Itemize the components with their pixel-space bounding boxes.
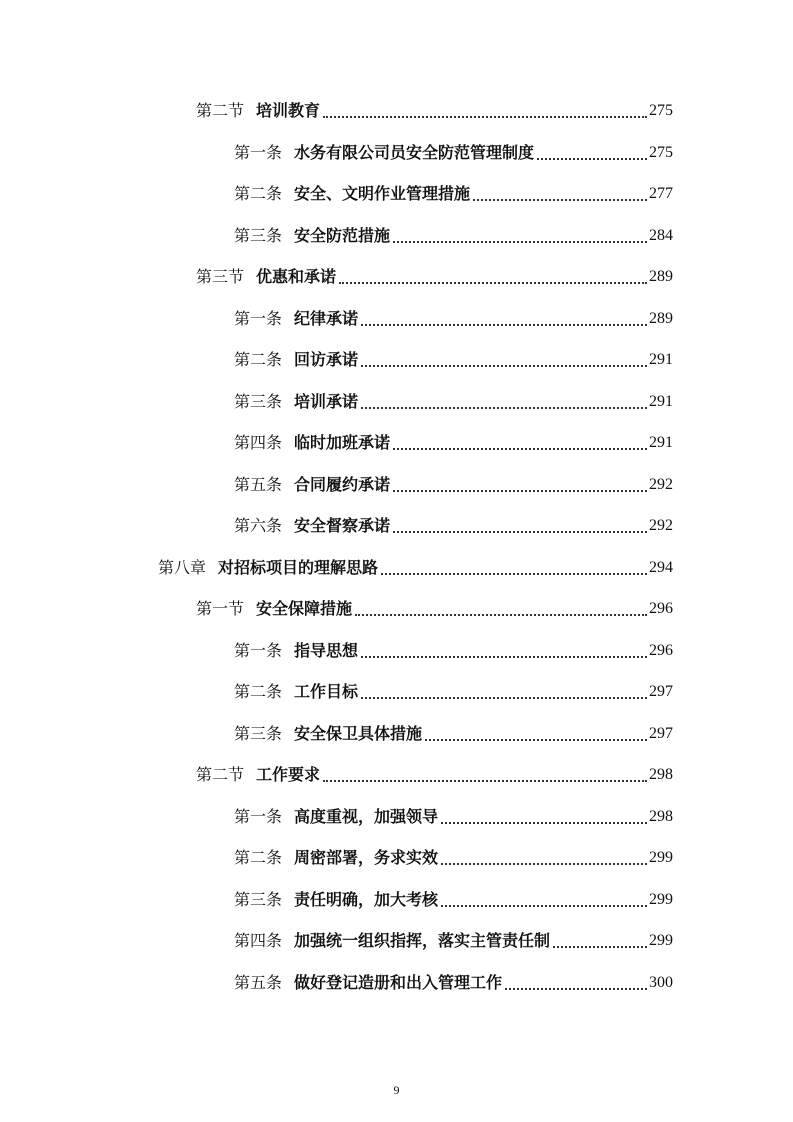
toc-entry-label: 第三条 bbox=[234, 391, 283, 411]
toc-entry-page: 296 bbox=[649, 600, 673, 617]
toc-entry-page: 298 bbox=[649, 807, 673, 825]
toc-entry-label: 第二节 bbox=[196, 101, 245, 120]
toc-entry bbox=[234, 471, 673, 495]
toc-dot-leader bbox=[355, 614, 647, 616]
toc-entry-title: 培训教育 bbox=[256, 101, 321, 120]
toc-entry-label: 第五条 bbox=[234, 474, 283, 494]
toc-dot-leader bbox=[361, 407, 647, 409]
toc-entry-title: 水务有限公司员安全防范管理制度 bbox=[294, 142, 535, 162]
toc-dot-leader bbox=[361, 365, 647, 367]
toc-dot-leader bbox=[441, 822, 647, 824]
toc-dot-leader bbox=[537, 158, 647, 160]
toc-entry-label: 第一条 bbox=[234, 308, 283, 328]
toc-entry-title: 培训承诺 bbox=[294, 391, 359, 411]
toc-entry-page: 291 bbox=[649, 434, 673, 451]
toc-entry-title: 加强统一组织指挥，落实主管责任制 bbox=[294, 931, 551, 950]
toc-entry-page: 275 bbox=[649, 102, 673, 119]
toc-entry-title: 安全保卫具体措施 bbox=[294, 723, 423, 743]
toc-entry bbox=[234, 180, 673, 204]
toc-dot-leader bbox=[425, 739, 647, 741]
toc-dot-leader bbox=[361, 656, 647, 658]
toc-entry-page: 277 bbox=[649, 185, 673, 202]
toc-dot-leader bbox=[393, 531, 647, 533]
toc-entry-label: 第二条 bbox=[234, 682, 283, 701]
toc-entry-page: 299 bbox=[649, 849, 673, 866]
toc-entry-page: 294 bbox=[649, 558, 673, 576]
toc-entry-title: 安全、文明作业管理措施 bbox=[294, 184, 471, 203]
toc-entry-title: 纪律承诺 bbox=[294, 308, 359, 328]
toc-entry-title: 安全防范措施 bbox=[294, 225, 391, 245]
toc-entry-label: 第一条 bbox=[234, 640, 283, 660]
toc-entry-label: 第二条 bbox=[234, 350, 283, 369]
toc-entry-page: 289 bbox=[649, 268, 673, 285]
toc-dot-leader bbox=[393, 241, 647, 243]
toc-entry-title: 合同履约承诺 bbox=[294, 474, 391, 494]
toc-dot-leader bbox=[323, 780, 647, 782]
toc-entry bbox=[234, 720, 673, 744]
toc-entry-label: 第四条 bbox=[234, 433, 283, 452]
toc-entry bbox=[234, 222, 673, 246]
toc-entry-label: 第二条 bbox=[234, 848, 283, 867]
toc-entry-label: 第三条 bbox=[234, 889, 283, 909]
toc-entry bbox=[234, 346, 673, 370]
toc-entry-title: 临时加班承诺 bbox=[294, 433, 391, 452]
toc-dot-leader bbox=[393, 448, 647, 450]
toc-entry-title: 工作要求 bbox=[256, 765, 321, 784]
toc-dot-leader bbox=[505, 988, 647, 990]
toc-entry-page: 292 bbox=[649, 517, 673, 534]
toc-entry-label: 第一条 bbox=[234, 142, 283, 162]
toc-entry-title: 做好登记造册和出入管理工作 bbox=[294, 972, 503, 992]
toc-entry-title: 优惠和承诺 bbox=[256, 267, 337, 286]
toc-entry-page: 289 bbox=[649, 309, 673, 327]
toc-entry bbox=[196, 761, 673, 785]
toc-entry-title: 高度重视，加强领导 bbox=[294, 806, 439, 826]
toc-entry-page: 275 bbox=[649, 143, 673, 161]
page-number: 9 bbox=[393, 1083, 400, 1097]
toc-dot-leader bbox=[381, 573, 647, 575]
toc-entry-title: 对招标项目的理解思路 bbox=[218, 557, 379, 577]
toc-entry-label: 第二条 bbox=[234, 184, 283, 203]
toc-entry-title: 安全督察承诺 bbox=[294, 516, 391, 535]
toc-entry bbox=[234, 388, 673, 412]
toc-entry bbox=[158, 554, 673, 578]
toc-entry-page: 297 bbox=[649, 724, 673, 742]
toc-entry-page: 284 bbox=[649, 226, 673, 244]
toc-entry-label: 第一节 bbox=[196, 599, 245, 618]
toc-entry-page: 297 bbox=[649, 683, 673, 700]
toc-entry bbox=[234, 844, 673, 868]
toc-entry-title: 安全保障措施 bbox=[256, 599, 353, 618]
toc-entry-label: 第二节 bbox=[196, 765, 245, 784]
toc-entry bbox=[234, 803, 673, 827]
toc-dot-leader bbox=[361, 697, 647, 699]
toc-entry bbox=[234, 429, 673, 453]
toc-dot-leader bbox=[473, 199, 647, 201]
toc-dot-leader bbox=[361, 324, 647, 326]
toc-dot-leader bbox=[393, 490, 647, 492]
toc-entry bbox=[234, 678, 673, 702]
toc-entry-label: 第六条 bbox=[234, 516, 283, 535]
toc-dot-leader bbox=[323, 116, 647, 118]
toc-entry bbox=[196, 263, 673, 287]
toc-entry bbox=[234, 139, 673, 163]
toc-dot-leader bbox=[339, 282, 647, 284]
toc-entry-label: 第三条 bbox=[234, 723, 283, 743]
toc-dot-leader bbox=[441, 905, 647, 907]
toc-entry-page: 300 bbox=[649, 973, 673, 991]
toc-entry-page: 299 bbox=[649, 932, 673, 949]
toc-entry bbox=[234, 969, 673, 993]
toc-entry-title: 责任明确，加大考核 bbox=[294, 889, 439, 909]
toc-entry bbox=[196, 595, 673, 619]
toc-dot-leader bbox=[441, 863, 647, 865]
toc-entry-label: 第一条 bbox=[234, 806, 283, 826]
toc-entry bbox=[234, 886, 673, 910]
toc-entry bbox=[234, 305, 673, 329]
toc-entry-page: 299 bbox=[649, 890, 673, 908]
toc-entry-page: 298 bbox=[649, 766, 673, 783]
toc-entry-title: 工作目标 bbox=[294, 682, 359, 701]
toc-entry-label: 第五条 bbox=[234, 972, 283, 992]
toc-entry bbox=[234, 512, 673, 536]
toc-entry bbox=[234, 637, 673, 661]
toc-entry-page: 296 bbox=[649, 641, 673, 659]
toc-entry-label: 第四条 bbox=[234, 931, 283, 950]
toc-entry-label: 第三节 bbox=[196, 267, 245, 286]
toc-entry-title: 回访承诺 bbox=[294, 350, 359, 369]
toc-entry bbox=[234, 927, 673, 951]
toc-entry bbox=[196, 97, 673, 121]
toc-entry-page: 291 bbox=[649, 392, 673, 410]
toc-entry-title: 指导思想 bbox=[294, 640, 359, 660]
toc-entry-page: 291 bbox=[649, 351, 673, 368]
toc-dot-leader bbox=[553, 946, 647, 948]
toc-entry-title: 周密部署，务求实效 bbox=[294, 848, 439, 867]
toc-entry-page: 292 bbox=[649, 475, 673, 493]
toc-entry-label: 第三条 bbox=[234, 225, 283, 245]
toc-entry-label: 第八章 bbox=[158, 557, 207, 577]
